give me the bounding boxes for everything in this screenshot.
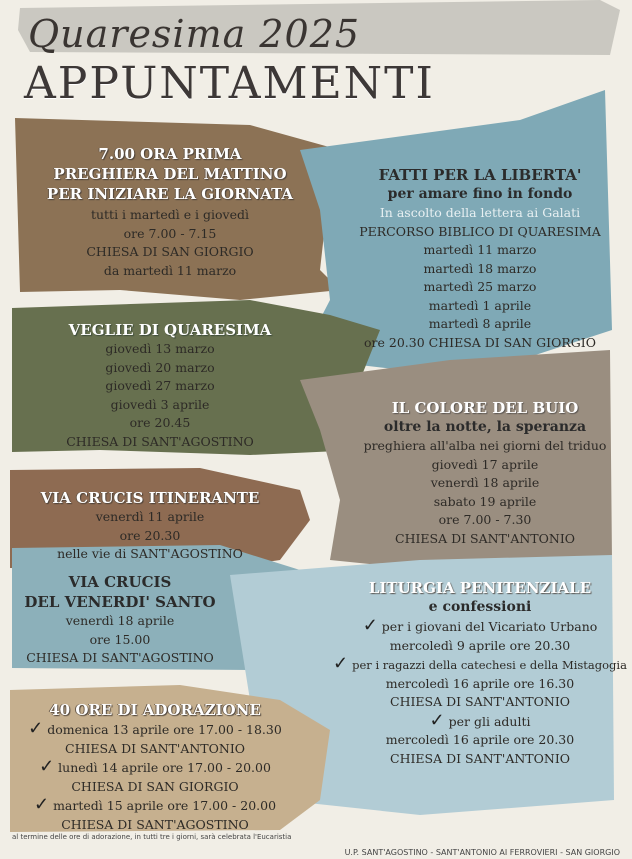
ora-prima-line: CHIESA DI SAN GIORGIO xyxy=(86,244,254,259)
liberta-date: martedì 8 aprile xyxy=(428,316,532,331)
buio-line: venerdì 18 aprile xyxy=(430,475,540,490)
liturgia-g3-place: CHIESA DI SANT'ANTONIO xyxy=(390,750,570,766)
ora-prima-line: tutti i martedì e i giovedì xyxy=(90,207,250,222)
adorazione-d1: domenica 13 aprile ore 17.00 - 18.30 xyxy=(47,722,282,737)
liberta-title: FATTI PER LA LIBERTA' xyxy=(378,166,582,184)
liturgia-g3-date: mercoledì 16 aprile ore 20.30 xyxy=(385,732,575,747)
liberta-intro: In ascolto della lettera ai Galati xyxy=(379,205,581,220)
liberta-date: martedì 25 marzo xyxy=(423,279,537,294)
veglie-line: CHIESA DI SANT'AGOSTINO xyxy=(66,433,254,449)
via-crucis-venerdi-title-2: DEL VENERDI' SANTO xyxy=(24,593,216,611)
buio-line: ore 7.00 - 7.30 xyxy=(438,512,532,527)
buio-subtitle: oltre la notte, la speranza xyxy=(383,419,587,435)
liturgia-g1: per i giovani del Vicariato Urbano xyxy=(381,619,598,634)
buio-block xyxy=(345,398,625,548)
adorazione-p2: CHIESA DI SAN GIORGIO xyxy=(71,778,239,794)
buio-line: sabato 19 aprile xyxy=(433,493,537,509)
liturgia-g2-place: CHIESA DI SANT'ANTONIO xyxy=(390,694,570,709)
adorazione-title: 40 ORE DI ADORAZIONE xyxy=(49,701,261,719)
veglie-line: giovedì 27 marzo xyxy=(105,378,215,393)
liturgia-group xyxy=(330,709,630,732)
adorazione-block xyxy=(10,700,300,834)
ora-prima-title-1: 7.00 ORA PRIMA xyxy=(98,145,242,163)
via-crucis-venerdi-line: venerdì 18 aprile xyxy=(65,613,175,628)
header-subtitle: APPUNTAMENTI xyxy=(24,58,435,109)
ora-prima-line: ore 7.00 - 7.15 xyxy=(123,225,217,241)
via-crucis-itinerante-block xyxy=(20,488,280,564)
header-title: Quaresima 2025 xyxy=(28,12,361,56)
check-icon: ✓ xyxy=(39,756,55,777)
liberta-date: martedì 11 marzo xyxy=(423,242,537,257)
liturgia-group xyxy=(330,617,630,637)
via-crucis-itinerante-line: nelle vie di SANT'AGOSTINO xyxy=(57,546,243,561)
adorazione-d3: martedì 15 aprile ore 17.00 - 20.00 xyxy=(53,798,277,813)
liberta-date: martedì 1 aprile xyxy=(428,297,532,313)
via-crucis-itinerante-title: VIA CRUCIS ITINERANTE xyxy=(40,489,260,507)
adorazione-day xyxy=(10,720,300,740)
via-crucis-itinerante-line: venerdì 11 aprile xyxy=(95,509,205,524)
buio-line: CHIESA DI SANT'ANTONIO xyxy=(395,530,575,546)
liturgia-g3: per gli adulti xyxy=(448,713,531,729)
via-crucis-venerdi-line: CHIESA DI SANT'AGOSTINO xyxy=(26,650,214,665)
check-icon: ✓ xyxy=(33,794,50,815)
via-crucis-itinerante-line: ore 20.30 xyxy=(119,527,181,543)
adorazione-note: al termine delle ore di adorazione, in tutti tre i giorni, sarà celebrata l'Eucaristia xyxy=(12,833,292,841)
buio-intro: preghiera all'alba nei giorni del triduo xyxy=(363,438,607,453)
check-icon: ✓ xyxy=(429,709,445,731)
liturgia-block xyxy=(330,578,630,768)
via-crucis-venerdi-block xyxy=(10,572,230,668)
liturgia-g2: per i ragazzi della catechesi e della Mistagogia xyxy=(352,658,627,672)
liturgia-g1-date: mercoledì 9 aprile ore 20.30 xyxy=(389,637,571,653)
liturgia-title: LITURGIA PENITENZIALE xyxy=(368,579,592,597)
ora-prima-line: da martedì 11 marzo xyxy=(103,262,237,278)
liturgia-g2-date: mercoledì 16 aprile ore 16.30 xyxy=(385,675,575,691)
adorazione-day xyxy=(10,796,300,816)
liturgia-group xyxy=(330,655,630,675)
buio-title: IL COLORE DEL BUIO xyxy=(391,399,579,417)
liberta-place: ore 20.30 CHIESA DI SAN GIORGIO xyxy=(364,334,596,350)
via-crucis-venerdi-title-1: VIA CRUCIS xyxy=(68,573,172,591)
liberta-date: martedì 18 marzo xyxy=(423,260,537,276)
via-crucis-venerdi-line: ore 15.00 xyxy=(89,631,151,647)
ora-prima-title-3: PER INIZIARE LA GIORNATA xyxy=(46,185,294,203)
adorazione-p3: CHIESA DI SANT'AGOSTINO xyxy=(61,816,249,832)
ora-prima-title-2: PREGHIERA DEL MATTINO xyxy=(53,165,287,183)
veglie-title: VEGLIE DI QUARESIMA xyxy=(68,321,272,339)
veglie-line: ore 20.45 xyxy=(129,415,191,430)
adorazione-d2: lunedì 14 aprile ore 17.00 - 20.00 xyxy=(58,760,271,775)
veglie-line: giovedì 20 marzo xyxy=(105,359,215,375)
veglie-line: giovedì 13 marzo xyxy=(105,341,215,356)
liturgia-subtitle: e confessioni xyxy=(428,599,532,615)
buio-line: giovedì 17 aprile xyxy=(431,456,539,472)
adorazione-day xyxy=(10,758,300,778)
veglie-line: giovedì 3 aprile xyxy=(110,396,210,412)
check-icon: ✓ xyxy=(362,615,378,636)
adorazione-p1: CHIESA DI SANT'ANTONIO xyxy=(65,740,245,756)
footer-parishes: U.P. SANT'AGOSTINO - SANT'ANTONIO AI FERROVIERI - SAN GIORGIO xyxy=(344,848,620,857)
veglie-block xyxy=(10,320,310,451)
liberta-course: PERCORSO BIBLICO DI QUARESIMA xyxy=(359,223,601,239)
liberta-subtitle: per amare fino in fondo xyxy=(387,186,573,202)
ora-prima-block xyxy=(20,144,320,280)
liberta-block xyxy=(340,165,620,352)
check-icon: ✓ xyxy=(28,718,44,739)
check-icon: ✓ xyxy=(333,653,349,674)
